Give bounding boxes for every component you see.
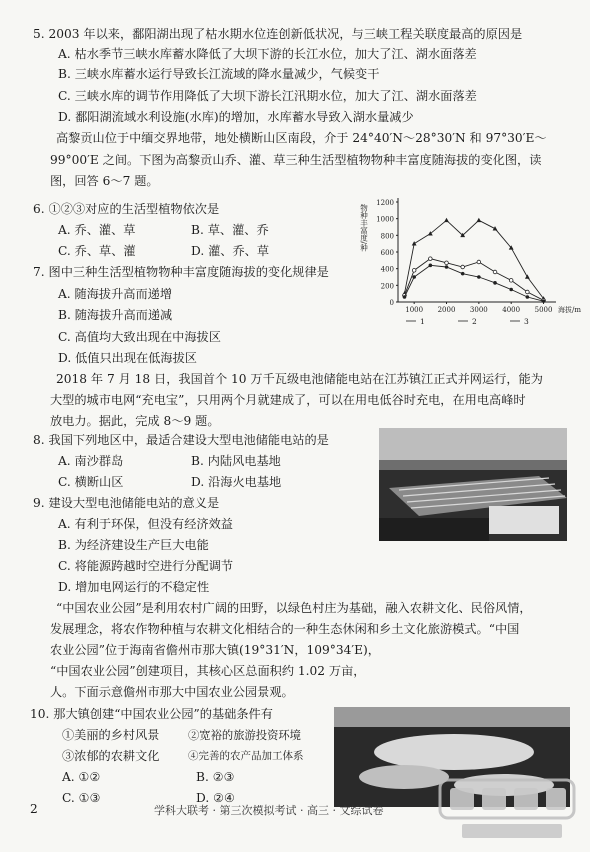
data-point	[461, 265, 465, 269]
data-point	[526, 295, 530, 299]
q10-option-b: B. ②③	[196, 770, 235, 784]
passage-6-7-line3: 图，回答 6～7 题。	[50, 174, 159, 188]
y-axis-label: 物种丰富度/种	[359, 204, 369, 252]
passage-10-line5: 人。下面示意儋州市那大中国农业公园景观。	[50, 685, 294, 699]
x-tick-label: 5000	[534, 306, 553, 314]
q9-option-c: C. 将能源跨越时空进行分配调节	[58, 559, 234, 573]
data-point	[412, 241, 417, 245]
q7-option-a: A. 随海拔升高而递增	[58, 287, 173, 301]
q6-option-b: B. 草、灌、乔	[191, 223, 269, 237]
passage-6-7-line1: 高黎贡山位于中缅交界地带，地处横断山区南段，介于 24°40′N～28°30′N 和 97°30′E～	[56, 131, 547, 145]
q9-option-b: B. 为经济建设生产巨大电能	[58, 538, 209, 552]
data-point	[444, 218, 449, 222]
passage-10-line4: “中国农业公园”创建项目，其核心区总面积约 1.02 万亩，	[50, 664, 366, 678]
q10-cond-2: ②宽裕的旅游投资环境	[188, 729, 301, 742]
q8-stem: 8. 我国下列地区中，最适合建设大型电池储能电站的是	[33, 433, 329, 447]
q8-option-b: B. 内陆风电基地	[191, 454, 281, 468]
passage-10-line1: “中国农业公园”是利用农村广阔的田野，以绿色村庄为基础，融入农耕文化、民俗风情，	[56, 601, 532, 615]
q9-option-a: A. 有利于环保，但没有经济效益	[58, 517, 233, 531]
q5-option-b: B. 三峡水库蓄水运行导致长江流域的降水量减少，气候变干	[58, 67, 380, 81]
q10-option-d: D. ②④	[196, 791, 235, 805]
y-tick-label: 200	[380, 282, 394, 291]
data-point	[445, 265, 449, 269]
passage-6-7-line2: 99°00′E 之间。下图为高黎贡山乔、灌、草三种生活型植物物种丰富度随海拔的变化图，读	[50, 153, 542, 167]
x-axis-label: 海拔/m	[558, 306, 581, 314]
q5-stem: 5. 2003 年以来，鄱阳湖出现了枯水期水位连创新低状况，与三峡工程关联度最高的原因是	[33, 27, 523, 41]
series-line-2	[404, 259, 543, 301]
page-number: 2	[30, 802, 38, 816]
y-tick-label: 0	[389, 299, 394, 307]
data-point	[493, 281, 497, 285]
data-point	[509, 288, 513, 292]
y-tick-label: 400	[380, 265, 394, 274]
data-point	[461, 272, 465, 276]
data-point	[477, 275, 481, 279]
q10-cond-4: ④完善的农产品加工体系	[188, 750, 304, 762]
battery-storage-station-photo	[379, 428, 567, 541]
q9-option-d: D. 增加电网运行的不稳定性	[58, 580, 210, 594]
chart-svg	[359, 190, 581, 340]
q7-option-c: C. 高值均大致出现在中海拔区	[58, 330, 221, 344]
q5-option-c: C. 三峡水库的调节作用降低了大坝下游长江汛期水位，加大了江、湖水面落差	[58, 89, 477, 103]
data-point	[477, 260, 481, 264]
legend-label: 2	[472, 317, 477, 326]
q6-option-a: A. 乔、灌、草	[58, 223, 136, 237]
q10-stem: 10. 那大镇创建“中国农业公园”的基础条件有	[30, 707, 273, 721]
passage-8-9-line2: 大型的城市电网“充电宝”，只用两个月就建成了，可以在用电低谷时充电，在用电高峰时	[50, 393, 526, 407]
passage-10-line3: 农业公园”位于海南省儋州市那大镇(19°31′N，109°34′E)，	[50, 643, 380, 657]
data-point	[525, 274, 530, 278]
species-richness-chart	[359, 190, 581, 340]
x-tick-label: 2000	[437, 306, 456, 314]
watermark-stamp	[432, 774, 582, 844]
data-point	[542, 299, 546, 303]
data-point	[476, 218, 481, 222]
data-point	[509, 279, 513, 283]
q6-option-d: D. 灌、乔、草	[191, 244, 270, 258]
y-tick-label: 1200	[376, 199, 394, 207]
legend-label: 1	[420, 317, 425, 326]
x-tick-label: 1000	[405, 306, 424, 314]
data-point	[412, 275, 416, 279]
q7-option-b: B. 随海拔升高而递减	[58, 308, 173, 322]
data-point	[403, 295, 407, 299]
q9-stem: 9. 建设大型电池储能电站的意义是	[33, 496, 220, 510]
data-point	[412, 269, 416, 273]
q8-option-c: C. 横断山区	[58, 475, 124, 489]
x-tick-label: 3000	[469, 306, 488, 314]
q6-stem: 6. ①②③对应的生活型植物依次是	[33, 202, 220, 216]
passage-10-line2: 发展理念，将农作物种植与农耕文化相结合的一种生态休闲和乡土文化旅游模式。“中国	[50, 622, 520, 636]
q6-option-c: C. 乔、草、灌	[58, 244, 136, 258]
series-line-1	[404, 220, 543, 298]
q8-option-d: D. 沿海火电基地	[191, 475, 282, 489]
q7-stem: 7. 图中三种生活型植物物种丰富度随海拔的变化规律是	[33, 265, 329, 279]
footer-text: 学科大联考 · 第三次模拟考试 · 高三 · 文综试卷	[154, 804, 384, 817]
q10-cond-1: ①美丽的乡村风景	[62, 728, 160, 742]
q10-option-c: C. ①③	[62, 791, 101, 805]
legend-label: 3	[524, 317, 529, 326]
data-point	[493, 270, 497, 274]
data-point	[445, 261, 449, 265]
passage-8-9-line1: 2018 年 7 月 18 日，我国首个 10 万千瓦级电池储能电站在江苏镇江正式并网运行，能为	[56, 372, 543, 386]
q10-cond-3: ③浓郁的农耕文化	[62, 749, 160, 763]
data-point	[526, 290, 530, 294]
data-point	[429, 257, 433, 261]
q5-option-d: D. 鄱阳湖流域水利设施(水库)的增加，水库蓄水导致入湖水量减少	[58, 110, 414, 124]
passage-8-9-line3: 放电力。据此，完成 8～9 题。	[50, 414, 220, 428]
series-line-3	[404, 265, 543, 301]
data-point	[429, 264, 433, 268]
q10-option-a: A. ①②	[62, 770, 101, 784]
q8-option-a: A. 南沙群岛	[58, 454, 124, 468]
x-tick-label: 4000	[502, 306, 521, 314]
y-tick-label: 800	[380, 232, 394, 241]
q5-option-a: A. 枯水季节三峡水库蓄水降低了大坝下游的长江水位，加大了江、湖水面落差	[58, 47, 477, 61]
q7-option-d: D. 低值只出现在低海拔区	[58, 351, 197, 365]
y-tick-label: 600	[380, 249, 394, 257]
y-tick-label: 1000	[376, 215, 394, 224]
